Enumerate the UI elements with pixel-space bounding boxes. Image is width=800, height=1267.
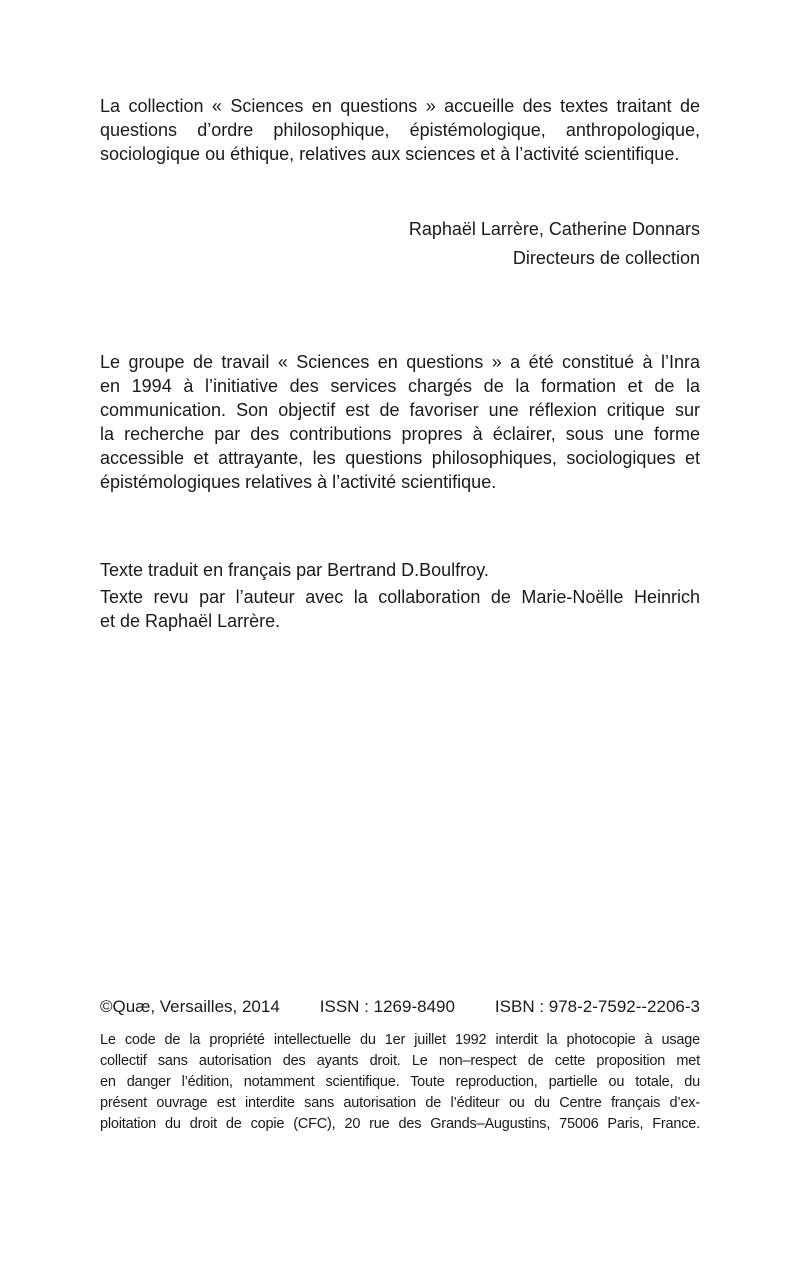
isbn-number: ISBN : 978-2-7592--2206-3 [494,997,700,1016]
legal-line: en danger l’édition, notamment scientifique. Toute reproduction, partielle ou totale, du [100,1074,700,1090]
group-line: Le groupe de travail « Sciences en questions » a été constitué à l’Inra [100,352,700,372]
intro-line: questions d’ordre philosophique, épistémologique, anthropologique, [100,120,700,140]
group-line: épistémologiques relatives à l’activité scientifique. [100,472,497,492]
legal-line: présent ouvrage est interdite sans autorisation de l’éditeur ou du Centre français d’ex- [100,1095,700,1111]
page [100,0,700,1267]
group-line: accessible et attrayante, les questions philosophiques, sociologiques et [100,448,700,468]
legal-line: ploitation du droit de copie (CFC), 20 rue des Grands–Augustins, 75006 Paris, France. [100,1116,700,1132]
revision-line: Texte revu par l’auteur avec la collaboration de Marie-Noëlle Heinrich [100,587,700,607]
copyright-notice: ©Quæ, Versailles, 2014 [100,997,280,1016]
revision-line: et de Raphaël Larrère. [100,611,281,631]
group-line: communication. Son objectif est de favoriser une réflexion critique sur [100,400,700,420]
group-line: en 1994 à l’initiative des services chargés de la formation et de la [100,376,700,396]
imprint-line [100,996,700,1018]
collection-editors-role: Directeurs de collection [512,248,700,268]
collection-intro-paragraph [100,94,700,166]
intro-line: sociologique ou éthique, relatives aux sciences et à l’activité scientifique. [100,144,680,164]
revision-credit [100,585,700,633]
intro-line: La collection « Sciences en questions » accueille des textes traitant de [100,96,700,116]
translation-credit: Texte traduit en français par Bertrand D.Boulfroy. [100,560,489,580]
issn-number: ISSN : 1269-8490 [319,997,455,1016]
collection-editors-names: Raphaël Larrère, Catherine Donnars [408,219,700,239]
legal-line: collectif sans autorisation des ayants droit. Le non–respect de cette proposition met [100,1053,700,1069]
legal-notice [100,1030,700,1135]
legal-line: Le code de la propriété intellectuelle du 1er juillet 1992 interdit la photocopie à usage [100,1032,700,1048]
working-group-paragraph [100,350,700,494]
group-line: la recherche par des contributions propres à éclairer, sous une forme [100,424,700,444]
